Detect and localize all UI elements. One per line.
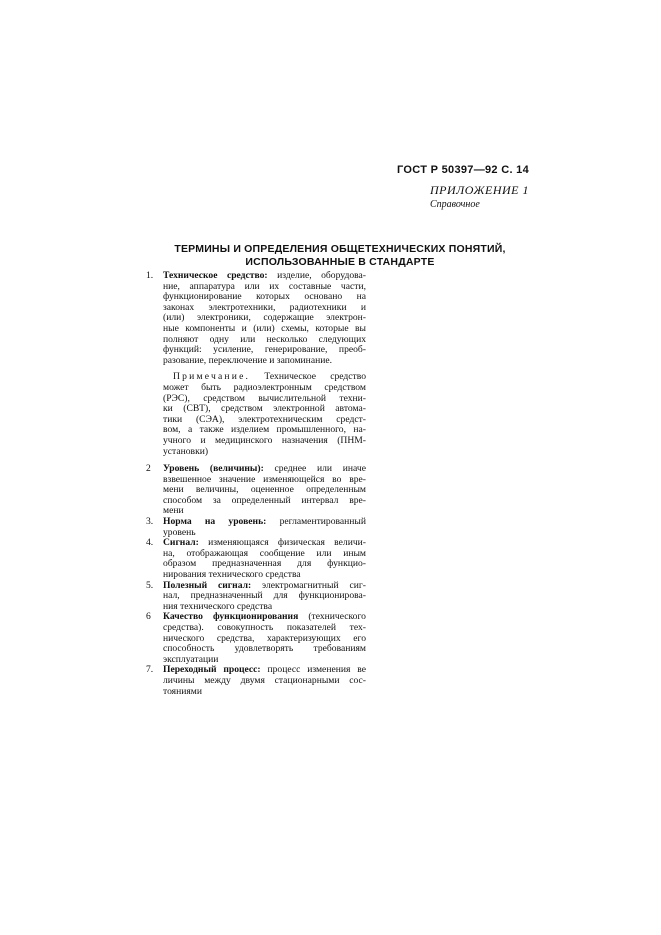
item-term: Качество функционирования bbox=[163, 611, 299, 623]
item-text: регламентированный bbox=[279, 516, 367, 528]
item-number: 1. bbox=[146, 270, 154, 281]
term-item bbox=[146, 581, 366, 613]
item-line: ния технического средства bbox=[163, 600, 273, 612]
note-line: учного и медицинского назначения (ПНМ- bbox=[163, 434, 366, 446]
item-text: изменяющаяся физическая величи- bbox=[208, 537, 366, 549]
item-term: Уровень (величины): bbox=[163, 463, 264, 475]
item-line: законах электротехники, радиотехники и bbox=[163, 301, 366, 313]
appendix-type: Справочное bbox=[430, 199, 480, 210]
title-line-1: ТЕРМИНЫ И ОПРЕДЕЛЕНИЯ ОБЩЕТЕХНИЧЕСКИХ ПОНЯТИЙ, bbox=[174, 243, 506, 255]
item-line: на, отображающая сообщение или иным bbox=[163, 547, 366, 559]
item-number: 3. bbox=[146, 516, 154, 528]
note-text: Техническое средство bbox=[264, 371, 366, 383]
item-number: 2 bbox=[146, 463, 151, 475]
item-number: 7. bbox=[146, 664, 154, 676]
item-line: нического средства, характеризующих его bbox=[163, 632, 366, 644]
term-item bbox=[146, 612, 366, 665]
note-label: Примечание. bbox=[173, 371, 251, 383]
term-item bbox=[146, 464, 366, 517]
note-line: (РЭС), средством вычислительной техни- bbox=[163, 392, 366, 404]
item-text: изделие, оборудова- bbox=[277, 270, 366, 281]
term-item bbox=[146, 665, 366, 697]
term-item bbox=[146, 517, 366, 538]
item-line: средства). совокупность показателей тех- bbox=[163, 622, 366, 633]
item-term: Техническое средство: bbox=[163, 270, 268, 281]
item-number: 5. bbox=[146, 579, 154, 591]
item-line: разование, переключение и запоминание. bbox=[163, 354, 333, 366]
item-line: мени величины, оцененное определенным bbox=[163, 484, 366, 496]
note-line: тики (СЭА), электротехническим средст- bbox=[163, 413, 366, 425]
item-text: среднее или иначе bbox=[274, 463, 366, 475]
item-term: Сигнал: bbox=[163, 537, 199, 549]
item-line: тояниями bbox=[163, 685, 202, 697]
title-line-2: ИСПОЛЬЗОВАННЫЕ В СТАНДАРТЕ bbox=[245, 256, 435, 268]
item-text: (технического bbox=[308, 611, 366, 623]
term-item bbox=[146, 538, 366, 580]
item-line: нирования технического средства bbox=[163, 569, 301, 581]
item-term: Полезный сигнал: bbox=[163, 579, 252, 591]
item-line: способность удовлетворять требованиям bbox=[163, 643, 366, 655]
note-block bbox=[146, 372, 366, 457]
item-line: функционирование которых основано на bbox=[163, 291, 366, 303]
item-term: Переходный процесс: bbox=[163, 664, 261, 676]
item-line: личины между двумя стационарными сос- bbox=[163, 674, 366, 686]
item-line: образом предназначенная для функцио- bbox=[163, 558, 366, 570]
item-line: уровень bbox=[163, 526, 196, 538]
item-term: Норма на уровень: bbox=[163, 516, 267, 528]
item-number: 4. bbox=[146, 537, 154, 549]
terms-list bbox=[146, 271, 366, 697]
note-line: может быть радиоэлектронным средством bbox=[163, 381, 366, 393]
item-line: способом за определенный интервал вре- bbox=[163, 494, 366, 506]
item-line: взвешенное значение изменяющейся во вре- bbox=[163, 473, 366, 485]
term-item bbox=[146, 271, 366, 366]
item-line: ные компоненты и (или) схемы, которые вы bbox=[163, 322, 366, 334]
note-line: вом, а также изделием промышленного, на- bbox=[163, 424, 366, 436]
item-line: ние, аппаратура или их составные части, bbox=[163, 280, 366, 292]
page-title bbox=[130, 243, 550, 269]
item-text: процесс изменения ве bbox=[267, 664, 366, 676]
appendix-label: ПРИЛОЖЕНИЕ 1 bbox=[430, 183, 529, 197]
item-line bbox=[163, 271, 366, 282]
item-number: 6 bbox=[146, 611, 151, 623]
note-line: ки (СВТ), средством электронной автома- bbox=[163, 403, 366, 415]
item-line: мени bbox=[163, 505, 184, 517]
item-line: эксплуатации bbox=[163, 653, 219, 665]
standard-header: ГОСТ Р 50397—92 С. 14 bbox=[397, 164, 529, 176]
note-line: установки) bbox=[163, 445, 209, 457]
item-line: функций: усиление, генерирование, преоб- bbox=[163, 344, 366, 356]
item-line: полняют одну или несколько следующих bbox=[163, 333, 366, 345]
item-text: электромагнитный сиг- bbox=[262, 579, 367, 591]
item-line: нал, предназначенный для функционирова- bbox=[163, 590, 366, 602]
item-line: (или) электроники, содержащие электрон- bbox=[163, 312, 366, 324]
